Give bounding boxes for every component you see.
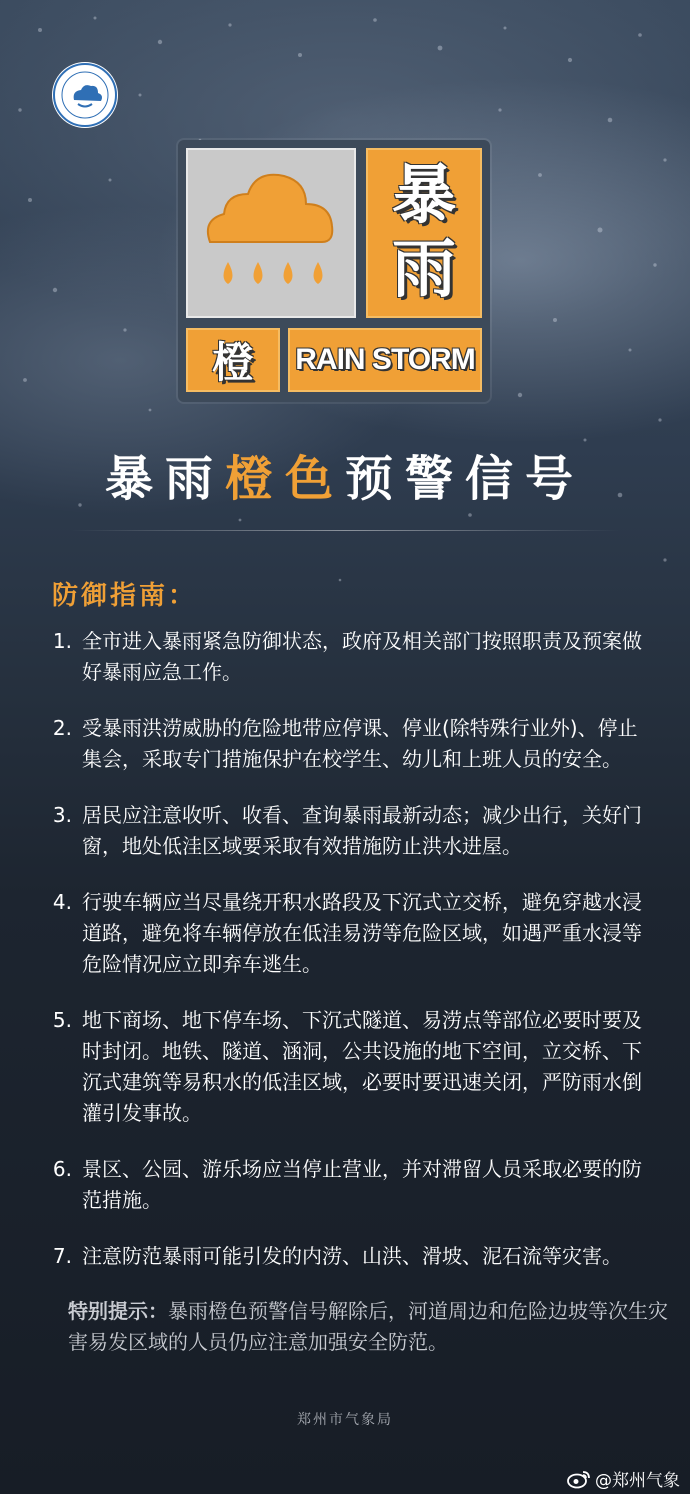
title-part1: 暴雨 <box>104 451 225 507</box>
sign-level-text: 橙 <box>211 338 254 387</box>
special-note <box>68 1296 668 1358</box>
divider <box>70 530 620 531</box>
item-text: 地下商场、地下停车场、下沉式隧道、易涝点等部位必要时要及时封闭。地铁、隧道、涵洞，公共设施的地下空间，立交桥、下沉式建筑等易积水的低洼区域，必要时要迅速关闭，严防雨水倒灌引发事故。 <box>82 1008 642 1125</box>
guide-heading: 防御指南： <box>52 581 198 611</box>
sign-characters <box>366 148 482 318</box>
note-text: 暴雨橙色预警信号解除后，河道周边和危险边坡等次生灾害易发区域的人员仍应注意加强安全防范。 <box>68 1299 668 1354</box>
sign-level <box>186 328 280 392</box>
list-item <box>40 800 650 862</box>
item-number: 7. <box>52 1244 72 1268</box>
note-label: 特别提示： <box>68 1299 168 1323</box>
list-item <box>40 626 650 688</box>
list-item <box>40 1005 650 1129</box>
item-number: 4. <box>52 890 72 914</box>
title-accent: 橙色 <box>224 451 345 507</box>
watermark-text: @郑州气象 <box>595 1471 680 1491</box>
title-part2: 预警信号 <box>345 451 586 507</box>
sign-english-text: RAIN STORM <box>295 343 475 376</box>
warning-sign <box>178 140 490 402</box>
item-text: 受暴雨洪涝威胁的危险地带应停课、停业(除特殊行业外)、停止集会，采取专门措施保护在校学生、幼儿和上班人员的安全。 <box>82 716 638 771</box>
footer-agency: 郑州市气象局 <box>297 1412 393 1428</box>
list-item <box>40 713 650 775</box>
item-text: 注意防范暴雨可能引发的内涝、山洪、滑坡、泥石流等灾害。 <box>82 1244 622 1268</box>
list-item <box>40 1241 650 1272</box>
list-item <box>40 887 650 980</box>
item-text: 全市进入暴雨紧急防御状态，政府及相关部门按照职责及预案做好暴雨应急工作。 <box>82 629 642 684</box>
item-number: 1. <box>52 629 72 653</box>
item-text: 居民应注意收听、收看、查询暴雨最新动态；减少出行，关好门窗，地处低洼区域要采取有效措施防止洪水进屋。 <box>82 803 642 858</box>
sign-char-1: 暴 <box>392 159 456 233</box>
item-number: 5. <box>52 1008 72 1032</box>
item-number: 6. <box>52 1157 72 1181</box>
weibo-watermark <box>567 1466 680 1491</box>
item-text: 景区、公园、游乐场应当停止营业，并对滞留人员采取必要的防范措施。 <box>82 1157 642 1212</box>
item-number: 3. <box>52 803 72 827</box>
sign-english <box>288 328 482 392</box>
meteorological-bureau-logo <box>50 60 120 130</box>
rain-cloud-icon <box>186 148 356 318</box>
page-title <box>0 440 690 509</box>
list-item <box>40 1154 650 1216</box>
weibo-icon <box>567 1469 591 1489</box>
guide-list <box>40 626 650 1297</box>
item-number: 2. <box>52 716 72 740</box>
item-text: 行驶车辆应当尽量绕开积水路段及下沉式立交桥，避免穿越水浸道路，避免将车辆停放在低洼易涝等危险区域，如遇严重水浸等危险情况应立即弃车逃生。 <box>82 890 642 976</box>
sign-char-2: 雨 <box>392 233 456 307</box>
